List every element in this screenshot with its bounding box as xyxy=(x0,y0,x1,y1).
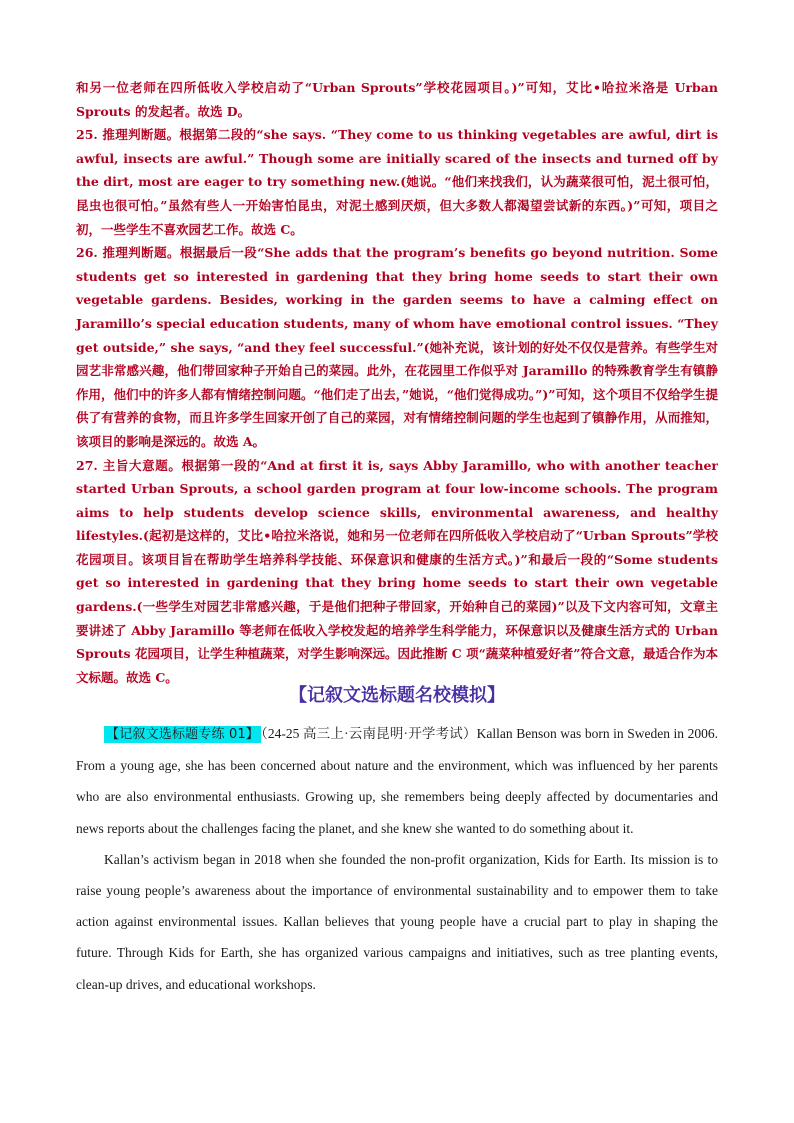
answer-24-tail: 和另一位老师在四所低收入学校启动了“Urban Sprouts”学校花园项目。)”可知，艾比•哈拉米洛是 Urban Sprouts 的发起者。故选 D。 xyxy=(76,80,718,119)
paragraph-1-text: Kallan Benson was born in Sweden in 2006. From a young age, she has been concerned about nature and the environment, which was influenced by her parents who are also environmental enthusiasts. Growing up, she remembers being deeply affected by documentaries and news reports about the challenges facing the planet, and she knew she wanted to do something about it. xyxy=(76,726,718,836)
source-note: （24-25 高三上·云南昆明·开学考试） xyxy=(260,726,477,741)
answer-27: 27. 主旨大意题。根据第一段的“And at first it is, says Abby Jaramillo, who with another teacher started Urban Sprouts, a school garden program at four low-income schools. The program aims to help students develop science skills, environmental awareness, and healthy lifestyles.(起初是这样的，艾比•哈拉米洛说，她和另一位老师在四所低收入学校启动了“Urban Sprouts”学校花园项目。该项目旨在帮助学生培养科学技能、环保意识和健康的生活方式。)”和最后一段的“Some students get so interested in gardening that they bring home seeds to start their own vegetable gardens.(一些学生对园艺非常感兴趣，于是他们把种子带回家，开始种自己的菜园)”以及下文内容可知，文章主要讲述了 Abby Jaramillo 等老师在低收入学校发起的培养学生科学能力，环保意识以及健康生活方式的 Urban Sprouts 花园项目，让学生种植蔬菜，对学生影响深远。因此推断 C 项“蔬菜种植爱好者”符合文意，最适合作为本文标题。故选 C。 xyxy=(76,457,718,685)
passage-paragraph-1 xyxy=(76,718,718,844)
answer-26: 26. 推理判断题。根据最后一段“She adds that the program’s benefits go beyond nutrition. Some students get so interested in gardening that they bring home seeds to start their own vegetable gardens. Besides, working in the garden seems to have a calming effect on Jaramillo’s special education students, many of whom have emotional control issues. “They get outside,” she says, “and they feel successful.”(她补充说，该计划的好处不仅仅是营养。有些学生对园艺非常感兴趣，他们带回家种子开始自己的菜园。此外，在花园里工作似乎对 Jaramillo 的特殊教育学生有镇静作用，他们中的许多人都有情绪控制问题。“他们走了出去，”她说，“他们觉得成功。”)”可知，这个项目不仅给学生提供了有营养的食物，而且许多学生回家开创了自己的菜园，对有情绪控制问题的学生也起到了镇静作用，从而推知，该项目的影响是深远的。故选 A。 xyxy=(76,245,718,449)
answer-explanations xyxy=(76,76,718,689)
answer-25: 25. 推理判断题。根据第二段的“she says. “They come to us thinking vegetables are awful, dirt is awful, insects are awful.” Though some are initially scared of the insects and turned off by the dirt, most are eager to try something new.(她说。“他们来找我们，认为蔬菜很可怕，泥土很可怕，昆虫也很可怕。”虽然有些人一开始害怕昆虫，对泥土感到厌烦，但大多数人都渴望尝试新的东西。)”可知，项目之初，一些学生不喜欢园艺工作。故选 C。 xyxy=(76,127,718,237)
exercise-tag: 【记叙文选标题专练 01】 xyxy=(106,727,259,742)
passage-paragraph-2: Kallan’s activism began in 2018 when she founded the non-profit organization, Kids for Earth. Its mission is to raise young people’s awareness about the importance of environmental sustainability and to empower them to take action against environmental issues. Kallan believes that young people have a crucial part to play in shaping the future. Through Kids for Earth, she has organized various campaigns and initiatives, such as tree planting events, clean-up drives, and educational workshops. xyxy=(76,851,718,992)
reading-passage xyxy=(76,718,718,1000)
section-title: 【记叙文选标题名校模拟】 xyxy=(289,685,505,706)
